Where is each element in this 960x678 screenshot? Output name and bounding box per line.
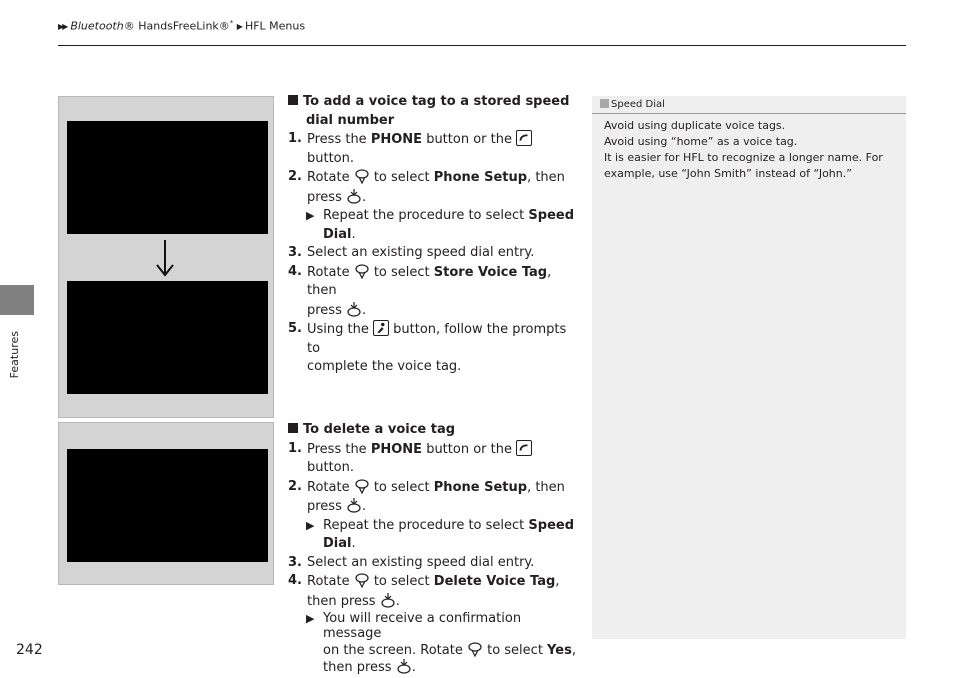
selector-knob-rotate-icon (354, 572, 370, 588)
selector-knob-press-icon (396, 658, 412, 674)
sidebar-heading: Speed Dial (600, 99, 665, 110)
sub-step-item: ▶ Repeat the procedure to select Speed Dial. (306, 208, 575, 242)
breadcrumb-arrow-icon: ▶ (236, 21, 241, 31)
step-item: 3. Select an existing speed dial entry. (288, 245, 535, 260)
step-item: 2. Rotate to select Phone Setup, then press . (288, 478, 565, 514)
sidebar-note (592, 96, 906, 639)
section-heading: To delete a voice tag (288, 421, 580, 440)
section-heading: To add a voice tag to a stored speed dial number (288, 93, 580, 130)
sidebar-divider (592, 113, 906, 114)
phone-button-icon (516, 130, 532, 146)
selector-knob-rotate-icon (467, 641, 483, 657)
sub-step-arrow-icon: ▶ (306, 612, 315, 625)
breadcrumb-arrow-icon: ▶▶ (58, 21, 67, 31)
sidebar-body (604, 118, 894, 182)
selector-knob-press-icon (346, 301, 362, 317)
breadcrumb-item-handsfreelink: ® HandsFreeLink® (123, 19, 230, 33)
section-add-voice-tag (288, 93, 580, 377)
step-item: 5. Using the button, follow the prompts to complete the voice tag. (288, 321, 567, 374)
section-delete-voice-tag (288, 421, 580, 675)
sub-step-arrow-icon: ▶ (306, 209, 315, 222)
selector-knob-rotate-icon (354, 168, 370, 184)
step-item: 1. Press the PHONE button or the button. (288, 440, 580, 478)
sub-step-item: ▶ You will receive a confirmation message on the screen. Rotate to select Yes, then press . (306, 611, 576, 675)
step-item: 4. Rotate to select Delete Voice Tag, then press . (288, 573, 560, 609)
breadcrumb-footnote-mark: * (229, 19, 234, 27)
step-item: 4. Rotate to select Store Voice Tag, then press . (288, 263, 552, 318)
sub-step-item: ▶ Repeat the procedure to select Speed Dial. (306, 517, 575, 551)
note-line: Avoid using “home” as a voice tag. (604, 135, 798, 148)
selector-knob-rotate-icon (354, 263, 370, 279)
heading-square-icon (288, 423, 298, 433)
talk-button-icon (373, 320, 389, 336)
note-line: It is easier for HFL to recognize a longer name. For (604, 151, 883, 164)
note-line: example, use “John Smith” instead of “John.” (604, 167, 852, 180)
step-item: 1. Press the PHONE button or the button. (288, 130, 580, 168)
chapter-tab-label: Features (8, 331, 21, 379)
down-arrow-icon (153, 237, 177, 279)
header-rule (58, 45, 906, 46)
selector-knob-press-icon (346, 497, 362, 513)
step-item: 3. Select an existing speed dial entry. (288, 554, 535, 570)
heading-square-icon (288, 95, 298, 105)
screen-image (67, 449, 268, 562)
figure-delete-voice-tag (58, 422, 274, 585)
breadcrumb-item-bluetooth: Bluetooth (70, 19, 124, 33)
selector-knob-rotate-icon (354, 478, 370, 494)
note-marker-icon (600, 99, 609, 108)
screen-image (67, 281, 268, 394)
chapter-tab-marker (0, 285, 34, 315)
note-line: Avoid using duplicate voice tags. (604, 119, 786, 132)
selector-knob-press-icon (346, 188, 362, 204)
figure-add-voice-tag (58, 96, 274, 418)
phone-button-icon (516, 440, 532, 456)
breadcrumb-item-hfl-menus: HFL Menus (244, 19, 306, 33)
page-number: 242 (16, 642, 43, 658)
step-item: 2. Rotate to select Phone Setup, then press . (288, 169, 565, 205)
selector-knob-press-icon (380, 592, 396, 608)
breadcrumb (58, 19, 305, 33)
screen-image (67, 121, 268, 234)
sub-step-arrow-icon: ▶ (306, 518, 315, 532)
